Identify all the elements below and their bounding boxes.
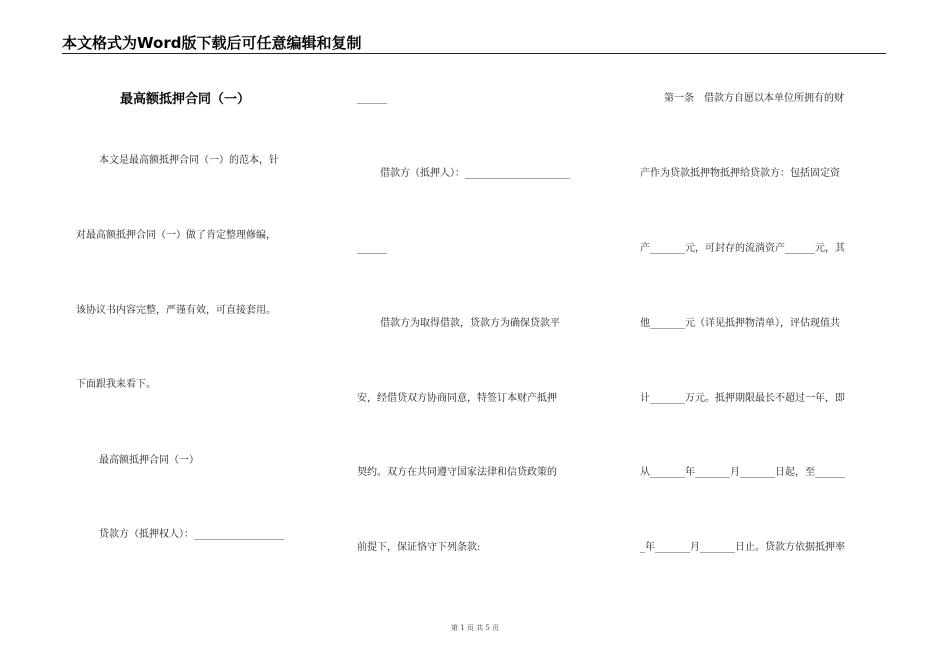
col2-line-7: 前提下，保证恪守下列条款: bbox=[357, 542, 481, 553]
col1-line-1: 本文是最高额抵押合同（一）的范本，针 bbox=[99, 155, 279, 166]
col2-line-5: 安，经借贷双方协商同意，特签订本财产抵押 bbox=[357, 393, 557, 404]
col1-line-2: 对最高额抵押合同（一）做了肯定整理修编， bbox=[76, 230, 276, 241]
col1-line-5: 最高额抵押合同（一） bbox=[99, 455, 199, 466]
col3-line-7: _年_______月_______日止。贷款方依据抵押率 bbox=[640, 542, 845, 553]
col3-line-6: 从_______年_______月_______日起，至______ bbox=[640, 467, 845, 478]
col1-line-3: 该协议书内容完整，严谨有效，可直接套用。 bbox=[76, 305, 276, 316]
col3-line-1: 第一条 借款方自愿以本单位所拥有的财 bbox=[664, 93, 844, 104]
col3-line-2: 产作为贷款抵押物抵押给贷款方：包括固定资 bbox=[640, 168, 840, 179]
col3-line-3: 产_______元，可封存的流淌资产______元，其 bbox=[640, 243, 845, 254]
col1-line-6: 贷款方（抵押权人）：__________________ bbox=[99, 529, 284, 540]
col2-line-3: ______ bbox=[357, 243, 387, 254]
col1-line-4: 下面跟我来看下。 bbox=[76, 379, 156, 390]
page-number: 第 1 页 共 5 页 bbox=[450, 624, 500, 632]
col2-line-1: ______ bbox=[357, 93, 387, 104]
col3-line-4: 他_______元（详见抵押物清单），评估现值共 bbox=[640, 318, 840, 329]
col2-line-6: 契约。双方在共同遵守国家法律和信贷政策的 bbox=[357, 467, 557, 478]
header-rule bbox=[62, 53, 886, 54]
col2-line-4: 借款方为取得借款，贷款方为确保贷款平 bbox=[380, 318, 560, 329]
col2-line-2: 借款方（抵押人）：_____________________ bbox=[380, 168, 570, 179]
page-header: 本文格式为Word版下载后可任意编辑和复制 bbox=[62, 34, 362, 52]
col3-line-5: 计_______万元。抵押期限最长不超过一年，即 bbox=[640, 393, 845, 404]
document-title: 最高额抵押合同（一） bbox=[120, 92, 251, 107]
